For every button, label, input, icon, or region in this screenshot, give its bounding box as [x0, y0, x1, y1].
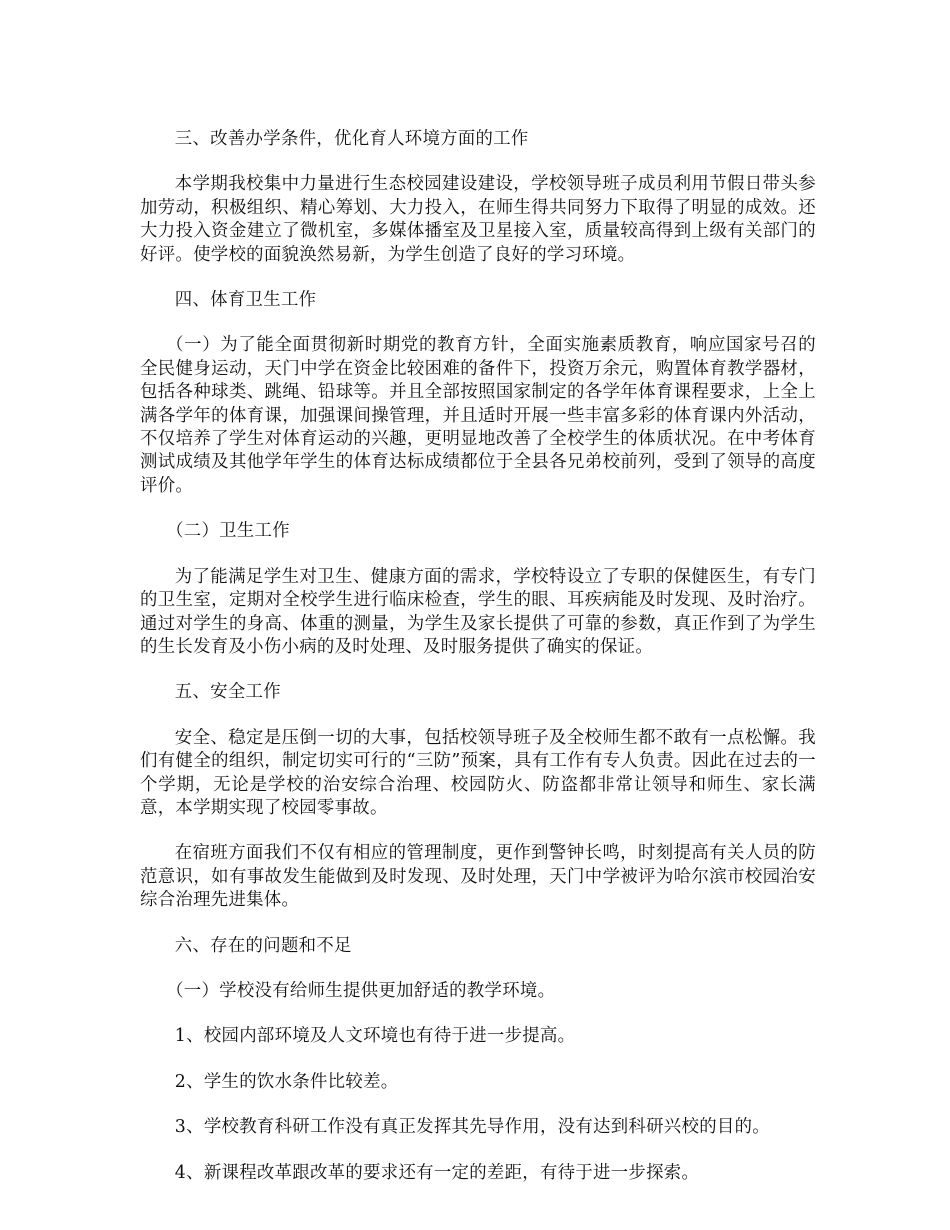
- paragraph-dormitory-safety: 在宿班方面我们不仅有相应的管理制度，更作到警钟长鸣，时刻提高有关人员的防范意识，如有事故发生能做到及时发现、及时处理，天门中学被评为哈尔滨市校园治安综合治理先进集体。: [140, 843, 816, 911]
- section-heading-5: 五、安全工作: [174, 682, 281, 703]
- issue-item-3: 3、学校教育科研工作没有真正发挥其先导作用，没有达到科研兴校的目的。: [174, 1117, 770, 1138]
- paragraph-hygiene: 为了能满足学生对卫生、健康方面的需求，学校特设立了专职的保健医生，有专门的卫生室，定期对全校学生进行临床检查，学生的眼、耳疾病能及时发现、及时治疗。通过对学生的身高、体重的测量，为学生及家长提供了可靠的参数，真正作到了为学生的生长发育及小伤小病的及时处理、及时服务提供了确实的保证。: [140, 566, 816, 657]
- issue-item-2: 2、学生的饮水条件比较差。: [174, 1071, 399, 1092]
- subsection-heading-environment: （一）学校没有给师生提供更加舒适的教学环境。: [166, 980, 556, 1001]
- paragraph-safety: 安全、稳定是压倒一切的大事，包括校领导班子及全校师生都不敢有一点松懈。我们有健全的组织，制定切实可行的“三防”预案，具有工作有专人负责。因此在过去的一个学期，无论是学校的治安综合治理、校园防火、防盗都非常让领导和师生、家长满意，本学期实现了校园零事故。: [140, 727, 816, 818]
- issue-item-4: 4、新课程改革跟改革的要求还有一定的差距，有待于进一步探索。: [174, 1162, 700, 1183]
- paragraph-physical-education: （一）为了能全面贯彻新时期党的教育方针，全面实施素质教育，响应国家号召的全民健身运动，天门中学在资金比较困难的备件下，投资万余元，购置体育教学器材，包括各种球类、跳绳、铅球等。并且全部按照国家制定的各学年体育课程要求，上全上满各学年的体育课，加强课间操管理，并且适时开展一些丰富多彩的体育课内外活动，不仅培养了学生对体育运动的兴趣，更明显地改善了全校学生的体质状况。在中考体育测试成绩及其他学年学生的体育达标成绩都位于全县各兄弟校前列，受到了领导的高度评价。: [140, 335, 816, 496]
- section-heading-3: 三、改善办学条件，优化育人环境方面的工作: [174, 129, 529, 149]
- document-body: [140, 128, 816, 1207]
- section-heading-6: 六、存在的问题和不足: [174, 935, 352, 956]
- section-heading-4: 四、体育卫生工作: [174, 290, 317, 311]
- paragraph-campus-improvement: 本学期我校集中力量进行生态校园建设建设，学校领导班子成员利用节假日带头参加劳动，积极组织、精心筹划、大力投入，在师生得共同努力下取得了明显的成效。还大力投入资金建立了微机室，多媒体播室及卫星接入室，质量较高得到上级有关部门的好评。使学校的面貌涣然易新，为学生创造了良好的学习环境。: [140, 174, 816, 265]
- issue-item-1: 1、校园内部环境及人文环境也有待于进一步提高。: [174, 1026, 576, 1047]
- subsection-heading-hygiene: （二）卫生工作: [166, 521, 290, 542]
